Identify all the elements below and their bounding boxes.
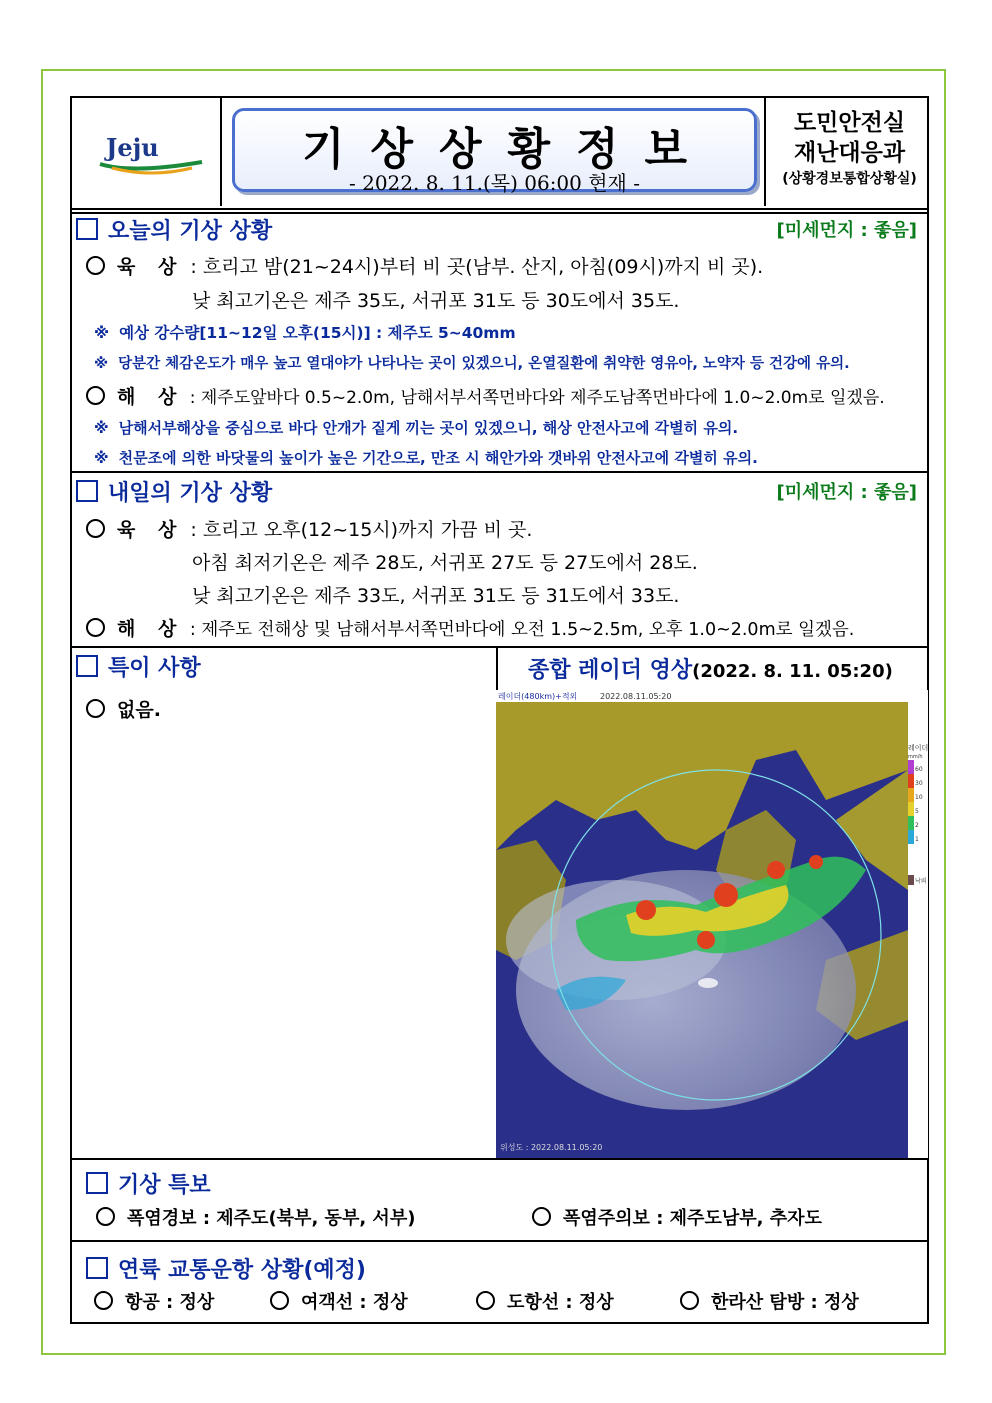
special-item: 없음. [86,695,161,722]
today-land-line1: 육 상 : 흐리고 밤(21~24시)부터 비 곳(남부. 산지, 아침(09시)까지 비 곳). [86,252,763,279]
radar-image [496,690,928,1158]
tomorrow-sea-line1: 해 상 : 제주도 전해상 및 남해서부서쪽먼바다에 오전 1.5~2.5m, 오후 1.0~2.0m로 일겠음. [86,614,854,641]
svg-text:mm/h: mm/h [908,754,923,760]
tomorrow-land-line1: 육 상 : 흐리고 오후(12~15시)까지 가끔 비 곳. [86,515,532,542]
svg-text:레이더(480km)+적외: 레이더(480km)+적외 [498,692,578,701]
divider [72,208,927,210]
svg-text:60: 60 [915,766,923,773]
divider [72,1240,927,1242]
traffic-item-hallasan: 한라산 탐방 : 정상 [680,1288,859,1314]
today-dust-status: [미세먼지 : 좋음] [776,220,917,241]
dept-line2: 재난대응과 [793,140,906,166]
checkbox-icon [86,1257,108,1279]
warning-item-1: 폭염경보 : 제주도(북부, 동부, 서부) [96,1204,415,1230]
special-section-title: 특이 사항 [76,651,201,682]
divider [72,1158,927,1160]
svg-text:30: 30 [915,780,923,787]
header-divider-left [220,98,222,206]
checkbox-icon [76,655,98,677]
circle-bullet-icon [86,519,105,538]
circle-bullet-icon [86,699,105,718]
circle-bullet-icon [476,1291,495,1310]
circle-bullet-icon [270,1291,289,1310]
checkbox-icon [76,218,98,240]
circle-bullet-icon [94,1291,113,1310]
warning-item-2: 폭염주의보 : 제주도남부, 추자도 [532,1204,822,1230]
document [70,96,929,1324]
circle-bullet-icon [86,256,105,275]
svg-text:낙뢰: 낙뢰 [915,878,927,885]
checkbox-icon [86,1172,108,1194]
circle-bullet-icon [680,1291,699,1310]
today-note1: ※ 예상 강수량[11~12일 오후(15시)] : 제주도 5~40mm [94,324,516,342]
circle-bullet-icon [86,618,105,637]
tomorrow-dust-status: [미세먼지 : 좋음] [776,482,917,503]
svg-text:Jeju: Jeju [106,133,159,162]
traffic-item-air: 항공 : 정상 [94,1288,214,1314]
tomorrow-section-title: 내일의 기상 상황 [76,476,272,507]
circle-bullet-icon [532,1207,551,1226]
svg-text:10: 10 [915,794,923,801]
document-date: - 2022. 8. 11.(목) 06:00 현재 - [348,171,640,195]
jeju-logo [92,128,212,178]
traffic-item-island-ferry: 도항선 : 정상 [476,1288,614,1314]
tomorrow-land-line3: 낮 최고기온은 제주 33도, 서귀포 31도 등 31도에서 33도. [192,585,680,607]
dept-line1: 도민안전실 [793,110,906,136]
header-divider-right [764,98,766,206]
radar-title: 종합 레이더 영상(2022. 8. 11. 05:20) [528,658,893,683]
traffic-section-title: 연륙 교통운항 상황(예정) [86,1253,366,1284]
checkbox-icon [76,480,98,502]
today-note3: ※ 남해서부해상을 중심으로 바다 안개가 짙게 끼는 곳이 있겠으니, 해상 안전사고에 각별히 유의. [94,419,739,437]
circle-bullet-icon [96,1207,115,1226]
today-note2: ※ 당분간 체감온도가 매우 높고 열대야가 나타나는 곳이 있겠으니, 온열질환에 취약한 영유아, 노약자 등 건강에 유의. [94,356,850,372]
svg-text:레이더: 레이더 [908,744,928,752]
today-note4: ※ 천문조에 의한 바닷물의 높이가 높은 기간으로, 만조 시 해안가와 갯바위 안전사고에 각별히 유의. [94,449,758,467]
svg-text:1: 1 [915,836,919,843]
svg-text:2022.08.11.05:20: 2022.08.11.05:20 [600,692,672,701]
divider [72,646,927,648]
today-section-title: 오늘의 기상 상황 [76,214,272,245]
tomorrow-land-line2: 아침 최저기온은 제주 28도, 서귀포 27도 등 27도에서 28도. [192,552,698,574]
title-box [232,108,757,195]
divider [72,471,927,473]
today-land-line2: 낮 최고기온은 제주 35도, 서귀포 31도 등 30도에서 35도. [192,290,680,312]
svg-text:2: 2 [915,822,919,829]
document-title: 기상상황정보 [301,124,714,175]
circle-bullet-icon [86,386,105,405]
department [772,108,927,190]
traffic-item-ferry: 여객선 : 정상 [270,1288,408,1314]
today-sea-line1: 해 상 : 제주도앞바다 0.5~2.0m, 남해서부서쪽먼바다와 제주도남쪽먼바다에 1.0~2.0m로 일겠음. [86,382,885,409]
dept-line3: (상황경보통합상황실) [782,171,917,187]
svg-text:위성도 : 2022.08.11.05:20: 위성도 : 2022.08.11.05:20 [500,1143,603,1152]
svg-text:5: 5 [915,808,919,815]
warnings-section-title: 기상 특보 [86,1168,211,1199]
